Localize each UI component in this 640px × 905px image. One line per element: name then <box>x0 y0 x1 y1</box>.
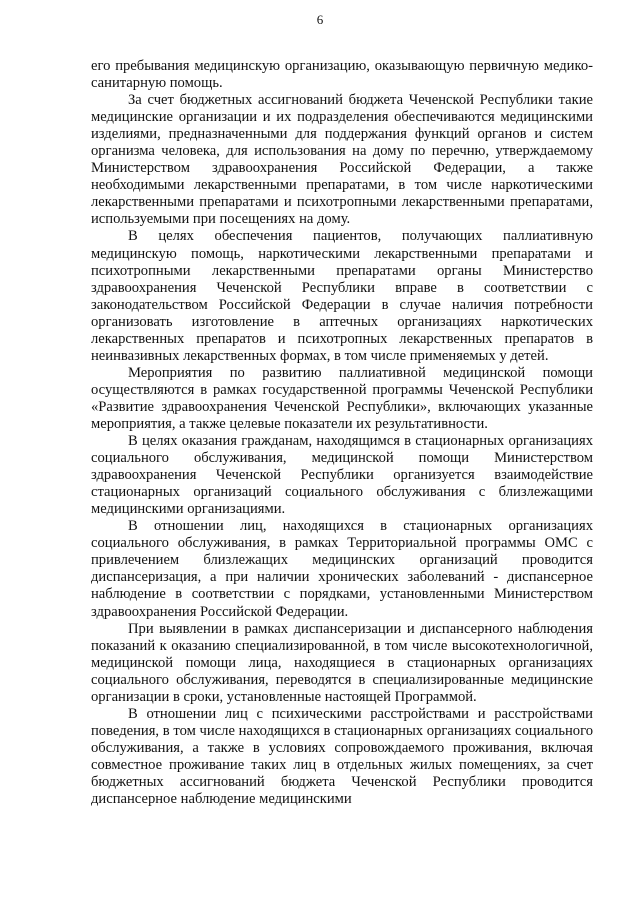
paragraph-8: В отношении лиц с психическими расстройствами и расстройствами поведения, в том числе находящихся в стационарных организациях социального обслуживания, а также в условиях сопровождаемого проживания, включая совместное проживание таких лиц в отдельных жилых помещениях, за счет бюджетных ассигнований бюджета Чеченской Республики проводится диспансерное наблюдение медицинскими <box>91 705 593 808</box>
paragraph-7: При выявлении в рамках диспансеризации и диспансерного наблюдения показаний к оказанию специализированной, в том числе высокотехнологичной, медицинской помощи лица, находящиеся в стационарных организациях социального обслуживания, переводятся в специализированные медицинские организации в сроки, установленные настоящей Программой. <box>91 620 593 705</box>
paragraph-3: В целях обеспечения пациентов, получающих паллиативную медицинскую помощь, наркотическими лекарственными препаратами и психотропными лекарственными препаратами органы Министерство здравоохранения Чеченской Республики вправе в соответствии с законодательством Российской Федерации в случае наличия потребности организовать изготовление в аптечных организациях наркотических лекарственных препаратов и психотропных лекарственных препаратов в неинвазивных лекарственных формах, в том числе применяемых у детей. <box>91 228 593 364</box>
paragraph-2: За счет бюджетных ассигнований бюджета Чеченской Республики такие медицинские организации и их подразделения обеспечиваются медицинскими изделиями, предназначенными для поддержания функций органов и систем организма человека, для использования на дому по перечню, утверждаемому Министерством здравоохранения Российской Федерации, а также необходимыми лекарственными препаратами, в том числе наркотическими лекарственными препаратами и психотропными лекарственными препаратами, используемыми при посещениях на дому. <box>91 92 593 228</box>
paragraph-5: В целях оказания гражданам, находящимся в стационарных организациях социального обслуживания, медицинской помощи Министерством здравоохранения Чеченской Республики организуется взаимодействие стационарных организаций социального обслуживания с близлежащими медицинскими организациями. <box>91 433 593 518</box>
paragraph-1: его пребывания медицинскую организацию, оказывающую первичную медико-санитарную помощь. <box>91 58 593 92</box>
paragraph-6: В отношении лиц, находящихся в стационарных организациях социального обслуживания, в рамках Территориальной программы ОМС с привлечением близлежащих медицинских организаций проводится диспансеризация, а при наличии хронических заболеваний - диспансерное наблюдение в соответствии с порядками, установленными Министерством здравоохранения Российской Федерации. <box>91 518 593 620</box>
paragraph-4: Мероприятия по развитию паллиативной медицинской помощи осуществляются в рамках государственной программы Чеченской Республики «Развитие здравоохранения Чеченской Республики», включающих указанные мероприятия, а также целевые показатели их результативности. <box>91 364 593 432</box>
page-number: 6 <box>316 12 324 27</box>
document-body <box>91 58 593 808</box>
